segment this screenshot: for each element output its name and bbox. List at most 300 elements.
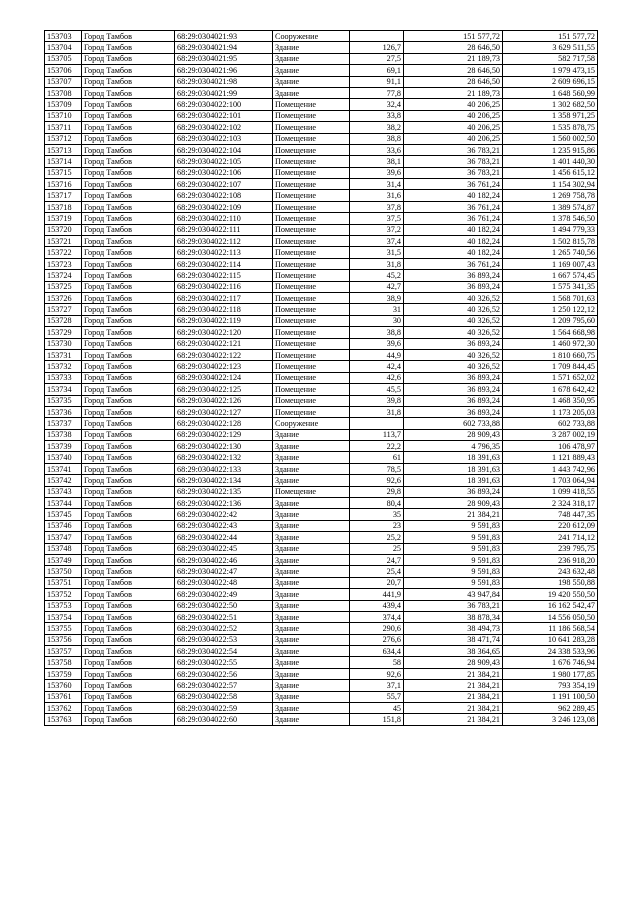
cadastral-value-cell: 1 468 350,95 — [503, 395, 598, 406]
area-cell: 42,4 — [350, 361, 404, 372]
city-cell: Город Тамбов — [82, 122, 175, 133]
cadastral-value-cell: 1 269 758,78 — [503, 190, 598, 201]
cadastral-number-cell: 68:29:0304022:48 — [175, 577, 273, 588]
unit-value-cell: 28 646,50 — [404, 42, 503, 53]
city-cell: Город Тамбов — [82, 224, 175, 235]
object-type-cell: Здание — [273, 42, 350, 53]
cadastral-number-cell: 68:29:0304022:112 — [175, 236, 273, 247]
area-cell: 39,6 — [350, 338, 404, 349]
cadastral-number-cell: 68:29:0304022:115 — [175, 270, 273, 281]
city-cell: Город Тамбов — [82, 53, 175, 64]
cadastral-value-cell: 1 250 122,12 — [503, 304, 598, 315]
city-cell: Город Тамбов — [82, 600, 175, 611]
cadastral-number-cell: 68:29:0304022:101 — [175, 110, 273, 121]
cadastral-number-cell: 68:29:0304021:98 — [175, 76, 273, 87]
table-row — [45, 577, 598, 588]
unit-value-cell: 9 591,83 — [404, 532, 503, 543]
cadastral-number-cell: 68:29:0304022:49 — [175, 589, 273, 600]
city-cell: Город Тамбов — [82, 258, 175, 269]
area-cell: 42,7 — [350, 281, 404, 292]
area-cell: 31,4 — [350, 179, 404, 190]
area-cell: 439,4 — [350, 600, 404, 611]
record-id-cell: 153763 — [45, 714, 82, 725]
record-id-cell: 153732 — [45, 361, 82, 372]
record-id-cell: 153744 — [45, 498, 82, 509]
city-cell: Город Тамбов — [82, 589, 175, 600]
cadastral-number-cell: 68:29:0304022:100 — [175, 99, 273, 110]
unit-value-cell: 36 893,24 — [404, 395, 503, 406]
table-row — [45, 292, 598, 303]
cadastral-number-cell: 68:29:0304022:103 — [175, 133, 273, 144]
table-row — [45, 224, 598, 235]
object-type-cell: Помещение — [273, 167, 350, 178]
table-row — [45, 714, 598, 725]
area-cell: 39,6 — [350, 167, 404, 178]
cadastral-value-cell: 19 420 550,50 — [503, 589, 598, 600]
unit-value-cell: 21 384,21 — [404, 703, 503, 714]
table-row — [45, 372, 598, 383]
unit-value-cell: 21 384,21 — [404, 691, 503, 702]
table-row — [45, 327, 598, 338]
table-row — [45, 361, 598, 372]
record-id-cell: 153758 — [45, 657, 82, 668]
record-id-cell: 153718 — [45, 201, 82, 212]
record-id-cell: 153736 — [45, 406, 82, 417]
record-id-cell: 153729 — [45, 327, 82, 338]
cadastral-value-cell: 1 560 002,50 — [503, 133, 598, 144]
city-cell: Город Тамбов — [82, 532, 175, 543]
city-cell: Город Тамбов — [82, 42, 175, 53]
city-cell: Город Тамбов — [82, 406, 175, 417]
table-row — [45, 703, 598, 714]
cadastral-number-cell: 68:29:0304022:119 — [175, 315, 273, 326]
cadastral-value-cell: 14 556 050,50 — [503, 611, 598, 622]
city-cell: Город Тамбов — [82, 201, 175, 212]
record-id-cell: 153706 — [45, 65, 82, 76]
record-id-cell: 153716 — [45, 179, 82, 190]
record-id-cell: 153728 — [45, 315, 82, 326]
record-id-cell: 153726 — [45, 292, 82, 303]
city-cell: Город Тамбов — [82, 429, 175, 440]
city-cell: Город Тамбов — [82, 190, 175, 201]
cadastral-value-cell: 1 401 440,30 — [503, 156, 598, 167]
city-cell: Город Тамбов — [82, 509, 175, 520]
cadastral-value-cell: 1 568 701,63 — [503, 292, 598, 303]
table-row — [45, 395, 598, 406]
unit-value-cell: 38 471,74 — [404, 634, 503, 645]
area-cell — [350, 418, 404, 429]
city-cell: Город Тамбов — [82, 281, 175, 292]
city-cell: Город Тамбов — [82, 703, 175, 714]
record-id-cell: 153740 — [45, 452, 82, 463]
area-cell: 92,6 — [350, 668, 404, 679]
cadastral-value-cell: 241 714,12 — [503, 532, 598, 543]
cadastral-number-cell: 68:29:0304022:114 — [175, 258, 273, 269]
cadastral-value-cell: 1 979 473,15 — [503, 65, 598, 76]
object-type-cell: Помещение — [273, 384, 350, 395]
unit-value-cell: 21 384,21 — [404, 680, 503, 691]
unit-value-cell: 40 182,24 — [404, 247, 503, 258]
object-type-cell: Помещение — [273, 349, 350, 360]
city-cell: Город Тамбов — [82, 475, 175, 486]
table-row — [45, 452, 598, 463]
area-cell: 38,2 — [350, 122, 404, 133]
record-id-cell: 153735 — [45, 395, 82, 406]
area-cell: 78,5 — [350, 463, 404, 474]
unit-value-cell: 40 182,24 — [404, 236, 503, 247]
area-cell: 151,8 — [350, 714, 404, 725]
area-cell: 91,1 — [350, 76, 404, 87]
record-id-cell: 153762 — [45, 703, 82, 714]
object-type-cell: Здание — [273, 509, 350, 520]
object-type-cell: Здание — [273, 623, 350, 634]
cadastral-value-cell: 1 676 746,94 — [503, 657, 598, 668]
unit-value-cell: 18 391,63 — [404, 475, 503, 486]
cadastral-value-cell: 1 810 660,75 — [503, 349, 598, 360]
table-row — [45, 475, 598, 486]
record-id-cell: 153730 — [45, 338, 82, 349]
cadastral-number-cell: 68:29:0304022:56 — [175, 668, 273, 679]
table-row — [45, 167, 598, 178]
cadastral-value-cell: 24 338 533,96 — [503, 646, 598, 657]
table-row — [45, 566, 598, 577]
cadastral-number-cell: 68:29:0304022:52 — [175, 623, 273, 634]
area-cell: 38,8 — [350, 327, 404, 338]
unit-value-cell: 602 733,88 — [404, 418, 503, 429]
cadastral-number-cell: 68:29:0304022:128 — [175, 418, 273, 429]
table-row — [45, 349, 598, 360]
object-type-cell: Помещение — [273, 201, 350, 212]
cadastral-number-cell: 68:29:0304022:58 — [175, 691, 273, 702]
unit-value-cell: 40 326,52 — [404, 327, 503, 338]
cadastral-value-cell: 1 389 574,87 — [503, 201, 598, 212]
object-type-cell: Здание — [273, 452, 350, 463]
unit-value-cell: 36 893,24 — [404, 372, 503, 383]
cadastral-value-cell: 602 733,88 — [503, 418, 598, 429]
unit-value-cell: 40 326,52 — [404, 315, 503, 326]
object-type-cell: Здание — [273, 714, 350, 725]
city-cell: Город Тамбов — [82, 372, 175, 383]
unit-value-cell: 36 783,21 — [404, 167, 503, 178]
table-row — [45, 532, 598, 543]
table-row — [45, 486, 598, 497]
cadastral-value-cell: 3 246 123,08 — [503, 714, 598, 725]
object-type-cell: Здание — [273, 498, 350, 509]
table-row — [45, 179, 598, 190]
unit-value-cell: 4 796,35 — [404, 441, 503, 452]
record-id-cell: 153715 — [45, 167, 82, 178]
unit-value-cell: 38 878,34 — [404, 611, 503, 622]
cadastral-number-cell: 68:29:0304022:59 — [175, 703, 273, 714]
city-cell: Город Тамбов — [82, 110, 175, 121]
record-id-cell: 153749 — [45, 554, 82, 565]
object-type-cell: Помещение — [273, 395, 350, 406]
area-cell: 55,7 — [350, 691, 404, 702]
city-cell: Город Тамбов — [82, 167, 175, 178]
city-cell: Город Тамбов — [82, 554, 175, 565]
object-type-cell: Помещение — [273, 110, 350, 121]
object-type-cell: Помещение — [273, 292, 350, 303]
cadastral-number-cell: 68:29:0304022:134 — [175, 475, 273, 486]
cadastral-value-cell: 1 709 844,45 — [503, 361, 598, 372]
record-id-cell: 153759 — [45, 668, 82, 679]
table-row — [45, 463, 598, 474]
object-type-cell: Здание — [273, 668, 350, 679]
table-row — [45, 236, 598, 247]
record-id-cell: 153753 — [45, 600, 82, 611]
cadastral-value-cell: 11 186 568,54 — [503, 623, 598, 634]
cadastral-number-cell: 68:29:0304022:113 — [175, 247, 273, 258]
table-row — [45, 338, 598, 349]
cadastral-value-cell: 1 678 642,42 — [503, 384, 598, 395]
table-row — [45, 418, 598, 429]
record-id-cell: 153717 — [45, 190, 82, 201]
cadastral-number-cell: 68:29:0304022:126 — [175, 395, 273, 406]
cadastral-value-cell: 1 209 795,60 — [503, 315, 598, 326]
area-cell: 290,6 — [350, 623, 404, 634]
record-id-cell: 153708 — [45, 87, 82, 98]
city-cell: Город Тамбов — [82, 144, 175, 155]
city-cell: Город Тамбов — [82, 714, 175, 725]
table-row — [45, 190, 598, 201]
unit-value-cell: 36 893,24 — [404, 270, 503, 281]
unit-value-cell: 38 494,73 — [404, 623, 503, 634]
area-cell: 24,7 — [350, 554, 404, 565]
area-cell: 276,6 — [350, 634, 404, 645]
unit-value-cell: 36 761,24 — [404, 213, 503, 224]
object-type-cell: Помещение — [273, 144, 350, 155]
area-cell: 38,9 — [350, 292, 404, 303]
table-row — [45, 406, 598, 417]
area-cell: 29,8 — [350, 486, 404, 497]
unit-value-cell: 40 326,52 — [404, 349, 503, 360]
city-cell: Город Тамбов — [82, 87, 175, 98]
city-cell: Город Тамбов — [82, 498, 175, 509]
table-row — [45, 646, 598, 657]
object-type-cell: Сооружение — [273, 31, 350, 42]
table-row — [45, 133, 598, 144]
cadastral-number-cell: 68:29:0304022:47 — [175, 566, 273, 577]
cadastral-number-cell: 68:29:0304022:116 — [175, 281, 273, 292]
city-cell: Город Тамбов — [82, 623, 175, 634]
city-cell: Город Тамбов — [82, 133, 175, 144]
area-cell: 37,2 — [350, 224, 404, 235]
table-row — [45, 53, 598, 64]
table-row — [45, 99, 598, 110]
area-cell: 45,2 — [350, 270, 404, 281]
cadastral-number-cell: 68:29:0304022:109 — [175, 201, 273, 212]
cadastral-number-cell: 68:29:0304022:125 — [175, 384, 273, 395]
table-row — [45, 520, 598, 531]
unit-value-cell: 36 761,24 — [404, 201, 503, 212]
area-cell: 31,5 — [350, 247, 404, 258]
cadastral-value-cell: 1 648 560,99 — [503, 87, 598, 98]
cadastral-number-cell: 68:29:0304022:124 — [175, 372, 273, 383]
cadastral-number-cell: 68:29:0304022:129 — [175, 429, 273, 440]
record-id-cell: 153704 — [45, 42, 82, 53]
record-id-cell: 153722 — [45, 247, 82, 258]
object-type-cell: Помещение — [273, 122, 350, 133]
cadastral-number-cell: 68:29:0304022:135 — [175, 486, 273, 497]
cadastral-number-cell: 68:29:0304021:99 — [175, 87, 273, 98]
city-cell: Город Тамбов — [82, 441, 175, 452]
record-id-cell: 153739 — [45, 441, 82, 452]
area-cell: 30 — [350, 315, 404, 326]
table-row — [45, 543, 598, 554]
cadastral-value-cell: 1 169 007,43 — [503, 258, 598, 269]
object-type-cell: Здание — [273, 634, 350, 645]
area-cell: 25,2 — [350, 532, 404, 543]
record-id-cell: 153743 — [45, 486, 82, 497]
record-id-cell: 153710 — [45, 110, 82, 121]
record-id-cell: 153751 — [45, 577, 82, 588]
unit-value-cell: 43 947,84 — [404, 589, 503, 600]
cadastral-value-cell: 10 641 283,28 — [503, 634, 598, 645]
record-id-cell: 153714 — [45, 156, 82, 167]
area-cell: 441,9 — [350, 589, 404, 600]
city-cell: Город Тамбов — [82, 327, 175, 338]
city-cell: Город Тамбов — [82, 657, 175, 668]
city-cell: Город Тамбов — [82, 304, 175, 315]
unit-value-cell: 36 783,21 — [404, 600, 503, 611]
unit-value-cell: 28 909,43 — [404, 657, 503, 668]
table-row — [45, 498, 598, 509]
area-cell: 31,6 — [350, 190, 404, 201]
area-cell: 80,4 — [350, 498, 404, 509]
table-row — [45, 589, 598, 600]
city-cell: Город Тамбов — [82, 338, 175, 349]
cadastral-number-cell: 68:29:0304022:132 — [175, 452, 273, 463]
record-id-cell: 153703 — [45, 31, 82, 42]
record-id-cell: 153755 — [45, 623, 82, 634]
unit-value-cell: 21 384,21 — [404, 509, 503, 520]
unit-value-cell: 36 893,24 — [404, 486, 503, 497]
record-id-cell: 153731 — [45, 349, 82, 360]
cadastral-number-cell: 68:29:0304022:105 — [175, 156, 273, 167]
cadastral-number-cell: 68:29:0304022:133 — [175, 463, 273, 474]
cadastral-number-cell: 68:29:0304022:42 — [175, 509, 273, 520]
unit-value-cell: 36 783,21 — [404, 144, 503, 155]
cadastral-value-cell: 1 358 971,25 — [503, 110, 598, 121]
object-type-cell: Здание — [273, 87, 350, 98]
record-id-cell: 153712 — [45, 133, 82, 144]
cadastral-number-cell: 68:29:0304022:110 — [175, 213, 273, 224]
object-type-cell: Помещение — [273, 190, 350, 201]
table-row — [45, 384, 598, 395]
cadastral-number-cell: 68:29:0304022:118 — [175, 304, 273, 315]
record-id-cell: 153713 — [45, 144, 82, 155]
unit-value-cell: 18 391,63 — [404, 463, 503, 474]
object-type-cell: Помещение — [273, 224, 350, 235]
object-type-cell: Здание — [273, 429, 350, 440]
cadastral-value-cell: 962 289,45 — [503, 703, 598, 714]
object-type-cell: Здание — [273, 577, 350, 588]
cadastral-number-cell: 68:29:0304022:122 — [175, 349, 273, 360]
area-cell: 22,2 — [350, 441, 404, 452]
cadastral-value-cell: 1 099 418,55 — [503, 486, 598, 497]
area-cell: 31 — [350, 304, 404, 315]
record-id-cell: 153741 — [45, 463, 82, 474]
cadastral-number-cell: 68:29:0304022:108 — [175, 190, 273, 201]
cadastral-value-cell: 1 443 742,96 — [503, 463, 598, 474]
cadastral-value-cell: 1 191 100,50 — [503, 691, 598, 702]
cadastral-value-cell: 151 577,72 — [503, 31, 598, 42]
table-row — [45, 110, 598, 121]
object-type-cell: Здание — [273, 566, 350, 577]
cadastral-number-cell: 68:29:0304022:57 — [175, 680, 273, 691]
unit-value-cell: 9 591,83 — [404, 566, 503, 577]
unit-value-cell: 40 326,52 — [404, 292, 503, 303]
cadastral-number-cell: 68:29:0304022:45 — [175, 543, 273, 554]
unit-value-cell: 9 591,83 — [404, 543, 503, 554]
cadastral-value-cell: 16 162 542,47 — [503, 600, 598, 611]
area-cell: 69,1 — [350, 65, 404, 76]
unit-value-cell: 36 893,24 — [404, 406, 503, 417]
object-type-cell: Здание — [273, 53, 350, 64]
unit-value-cell: 40 206,25 — [404, 133, 503, 144]
table-row — [45, 611, 598, 622]
object-type-cell: Помещение — [273, 338, 350, 349]
area-cell: 634,4 — [350, 646, 404, 657]
object-type-cell: Помещение — [273, 281, 350, 292]
cadastral-number-cell: 68:29:0304022:111 — [175, 224, 273, 235]
area-cell: 20,7 — [350, 577, 404, 588]
cadastral-value-cell: 1 535 878,75 — [503, 122, 598, 133]
cadastral-number-cell: 68:29:0304022:46 — [175, 554, 273, 565]
object-type-cell: Здание — [273, 441, 350, 452]
table-row — [45, 42, 598, 53]
area-cell: 45 — [350, 703, 404, 714]
object-type-cell: Помещение — [273, 133, 350, 144]
area-cell: 113,7 — [350, 429, 404, 440]
cadastral-value-table — [44, 30, 598, 726]
object-type-cell: Здание — [273, 691, 350, 702]
object-type-cell: Помещение — [273, 236, 350, 247]
unit-value-cell: 151 577,72 — [404, 31, 503, 42]
record-id-cell: 153724 — [45, 270, 82, 281]
cadastral-value-cell: 2 609 696,15 — [503, 76, 598, 87]
cadastral-value-cell: 1 173 205,03 — [503, 406, 598, 417]
record-id-cell: 153746 — [45, 520, 82, 531]
cadastral-number-cell: 68:29:0304022:60 — [175, 714, 273, 725]
unit-value-cell: 21 384,21 — [404, 668, 503, 679]
area-cell: 32,4 — [350, 99, 404, 110]
area-cell: 38,1 — [350, 156, 404, 167]
unit-value-cell: 40 206,25 — [404, 122, 503, 133]
cadastral-number-cell: 68:29:0304021:93 — [175, 31, 273, 42]
area-cell: 31,8 — [350, 258, 404, 269]
object-type-cell: Помещение — [273, 270, 350, 281]
cadastral-value-cell: 1 456 615,12 — [503, 167, 598, 178]
area-cell: 37,8 — [350, 201, 404, 212]
area-cell: 33,6 — [350, 144, 404, 155]
cadastral-value-cell: 1 980 177,85 — [503, 668, 598, 679]
unit-value-cell: 18 391,63 — [404, 452, 503, 463]
record-id-cell: 153748 — [45, 543, 82, 554]
unit-value-cell: 28 646,50 — [404, 76, 503, 87]
unit-value-cell: 40 182,24 — [404, 224, 503, 235]
cadastral-value-cell: 793 354,19 — [503, 680, 598, 691]
table-row — [45, 429, 598, 440]
object-type-cell: Здание — [273, 76, 350, 87]
record-id-cell: 153725 — [45, 281, 82, 292]
object-type-cell: Помещение — [273, 179, 350, 190]
record-id-cell: 153720 — [45, 224, 82, 235]
city-cell: Город Тамбов — [82, 668, 175, 679]
city-cell: Город Тамбов — [82, 566, 175, 577]
cadastral-number-cell: 68:29:0304022:107 — [175, 179, 273, 190]
unit-value-cell: 36 783,21 — [404, 156, 503, 167]
